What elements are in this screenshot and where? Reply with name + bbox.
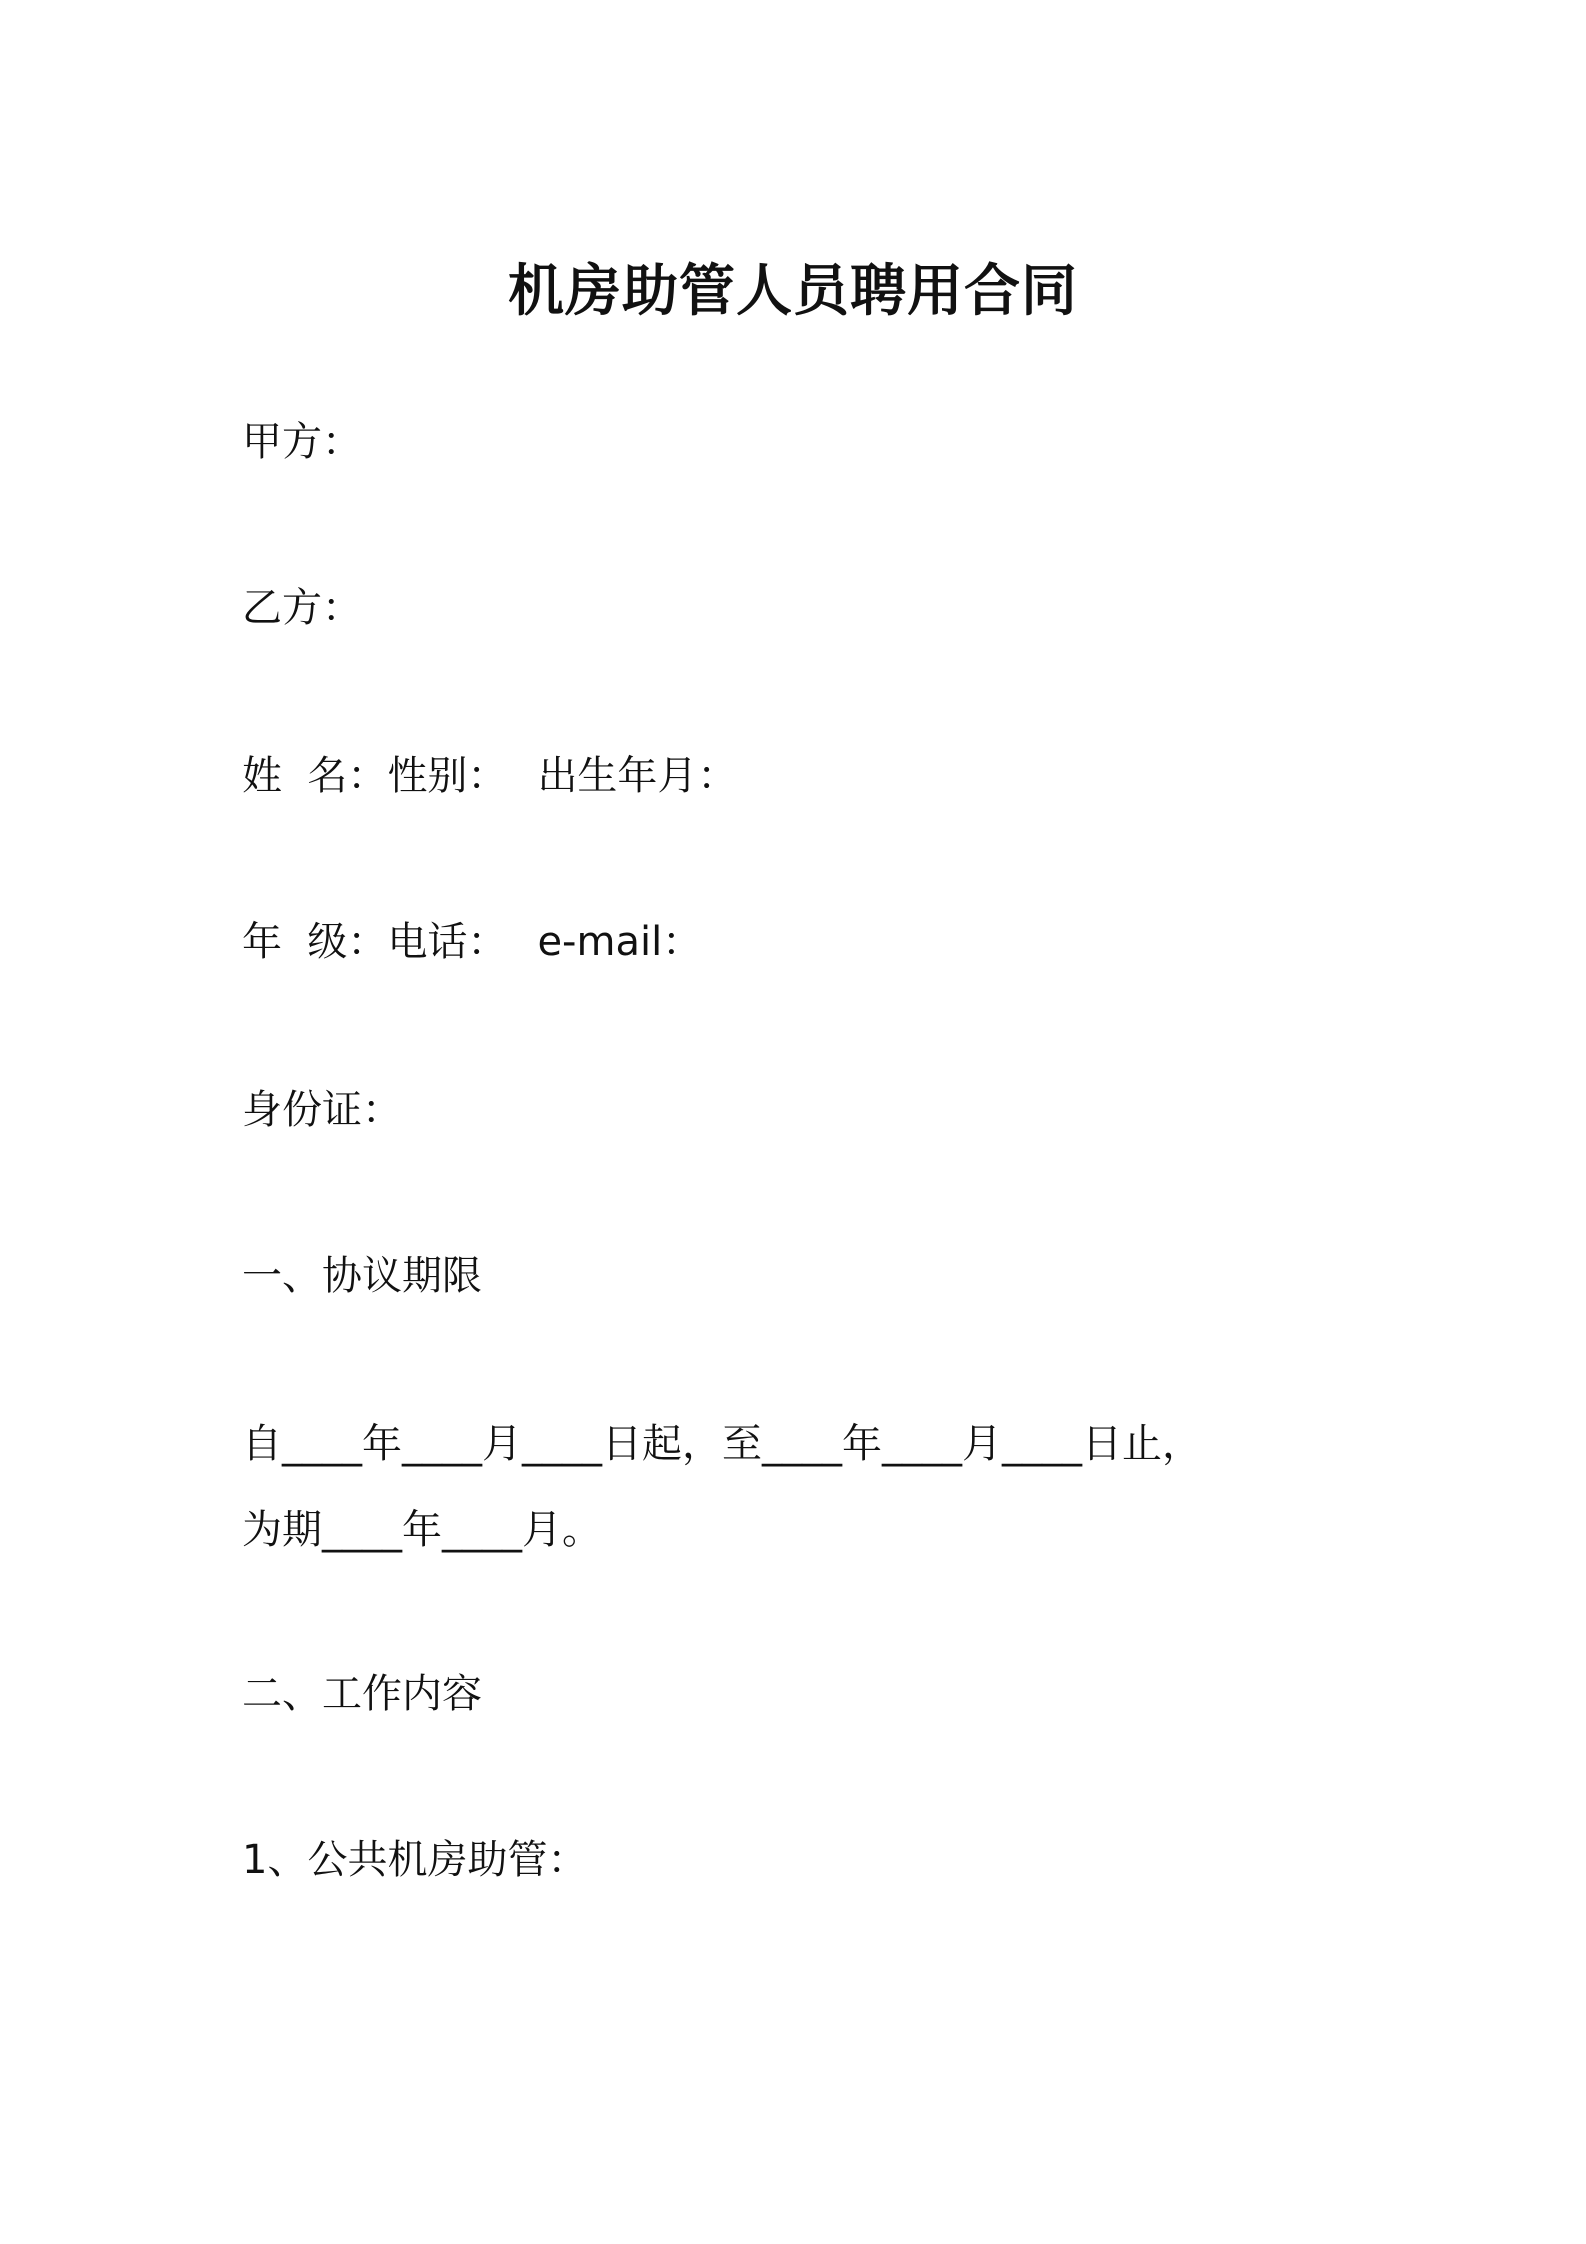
birth-label: 出生年月： bbox=[537, 753, 738, 799]
phone-label: 电话： bbox=[387, 919, 508, 965]
email-label: e-mail： bbox=[537, 919, 703, 965]
period-line-2: 为期____年____月。 bbox=[242, 1507, 602, 1553]
name-label: 姓 名： bbox=[242, 753, 388, 799]
info-row-1 bbox=[242, 748, 737, 804]
party-b-label: 乙方： bbox=[242, 585, 362, 631]
grade-label: 年 级： bbox=[242, 919, 388, 965]
item-1-label: 1、公共机房助管： bbox=[242, 1837, 588, 1883]
period-line-1: 自____年____月____日起，至____年____月____日止， bbox=[242, 1421, 1202, 1467]
section-1-heading: 一、协议期限 bbox=[242, 1253, 482, 1299]
document-title: 机房助管人员聘用合同 bbox=[508, 259, 1078, 324]
section-2-heading: 二、工作内容 bbox=[242, 1671, 482, 1717]
gender-label: 性别： bbox=[387, 753, 508, 799]
party-a-label: 甲方： bbox=[242, 419, 362, 465]
info-row-2 bbox=[242, 914, 702, 970]
id-card-label: 身份证： bbox=[242, 1087, 402, 1133]
